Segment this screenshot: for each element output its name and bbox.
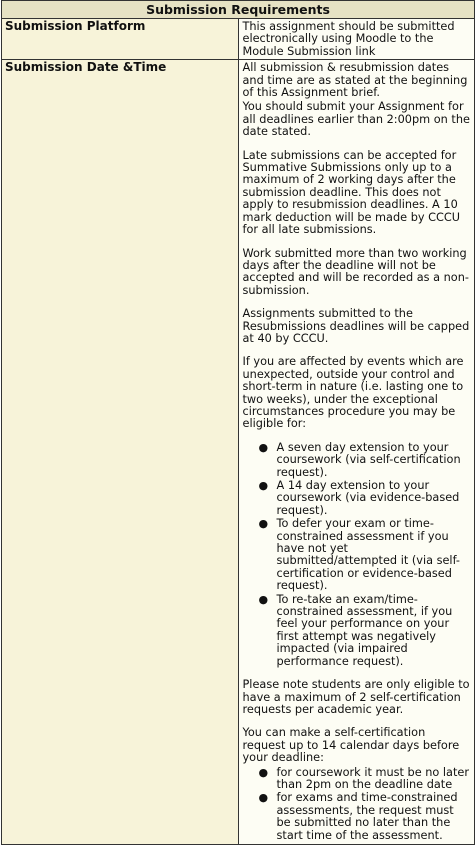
bullet-icon: ●	[258, 517, 269, 531]
row-label-platform: Submission Platform	[2, 19, 239, 60]
deadline-time-paragraph: You should submit your Assignment for all deadlines earlier than 2:00pm on the date stated.	[242, 100, 470, 139]
list-item-text: A seven day extension to your coursework (via self-certification request).	[276, 440, 461, 479]
list-item	[255, 767, 471, 792]
list-item	[255, 594, 471, 668]
list-item-text: for exams and time-constrained assessments, the request must be submitted no later than the start time of the assessment.	[276, 791, 458, 842]
row-label-date-time: Submission Date &Time	[2, 60, 239, 845]
table-title: Submission Requirements	[2, 1, 475, 19]
non-submission-paragraph: Work submitted more than two working days after the deadline will not be accepted and will be recorded as a non-submission.	[242, 246, 469, 297]
list-item-text: To defer your exam or time-constrained assessment if you have not yet submitted/attempted it (via self-certification or evidence-based request).	[276, 517, 461, 593]
list-item-text: for coursework it must be no later than 2pm on the deadline date	[276, 765, 470, 791]
platform-text: This assignment should be submitted electronically using Moodle to the Module Submission link	[242, 20, 455, 58]
list-item	[255, 480, 471, 517]
row-content-date-time	[238, 60, 475, 845]
exceptional-circumstances-paragraph: If you are affected by events which are unexpected, outside your control and short-term in nature (i.e. lasting one to two weeks), under the exceptional circumstances procedure you may be eligible for:	[242, 355, 464, 431]
bullet-icon: ●	[258, 479, 269, 492]
table-header-row	[2, 1, 475, 19]
bullet-icon: ●	[258, 765, 269, 779]
self-cert-intro: You can make a self-certification request up to 14 calendar days before your deadline:	[242, 726, 460, 765]
bullet-icon: ●	[258, 791, 269, 805]
table-row-platform	[2, 19, 475, 60]
eligibility-options-list	[243, 442, 471, 668]
table-row-date-time	[2, 60, 475, 845]
list-item-text: A 14 day extension to your coursework (via evidence-based request).	[276, 479, 460, 517]
resubmission-cap-paragraph: Assignments submitted to the Resubmissions deadlines will be capped at 40 by CCCU.	[242, 307, 470, 345]
bullet-icon: ●	[258, 592, 269, 606]
row-content-platform	[238, 19, 475, 60]
self-cert-limit-note: Please note students are only eligible to have a maximum of 2 self-certification requests per academic year.	[242, 678, 470, 716]
bullet-icon: ●	[258, 440, 269, 454]
submission-requirements-table	[1, 0, 475, 845]
list-item-text: To re-take an exam/time-constrained assessment, if you feel your performance on your first attempt was negatively impacted (via impaired performance request).	[276, 592, 453, 668]
list-item	[255, 442, 471, 479]
late-submission-paragraph: Late submissions can be accepted for Summative Submissions only up to a maximum of 2 working days after the submission deadline. This does not apply to resubmission deadlines. A 10 mark deduction will be made by CCCU for all late submissions.	[242, 148, 461, 237]
self-cert-deadlines-list	[243, 767, 471, 842]
list-item	[255, 792, 471, 842]
list-item	[255, 518, 471, 592]
dates-paragraph: All submission & resubmission dates and time are as stated at the beginning of this Assignment brief.	[242, 61, 468, 100]
